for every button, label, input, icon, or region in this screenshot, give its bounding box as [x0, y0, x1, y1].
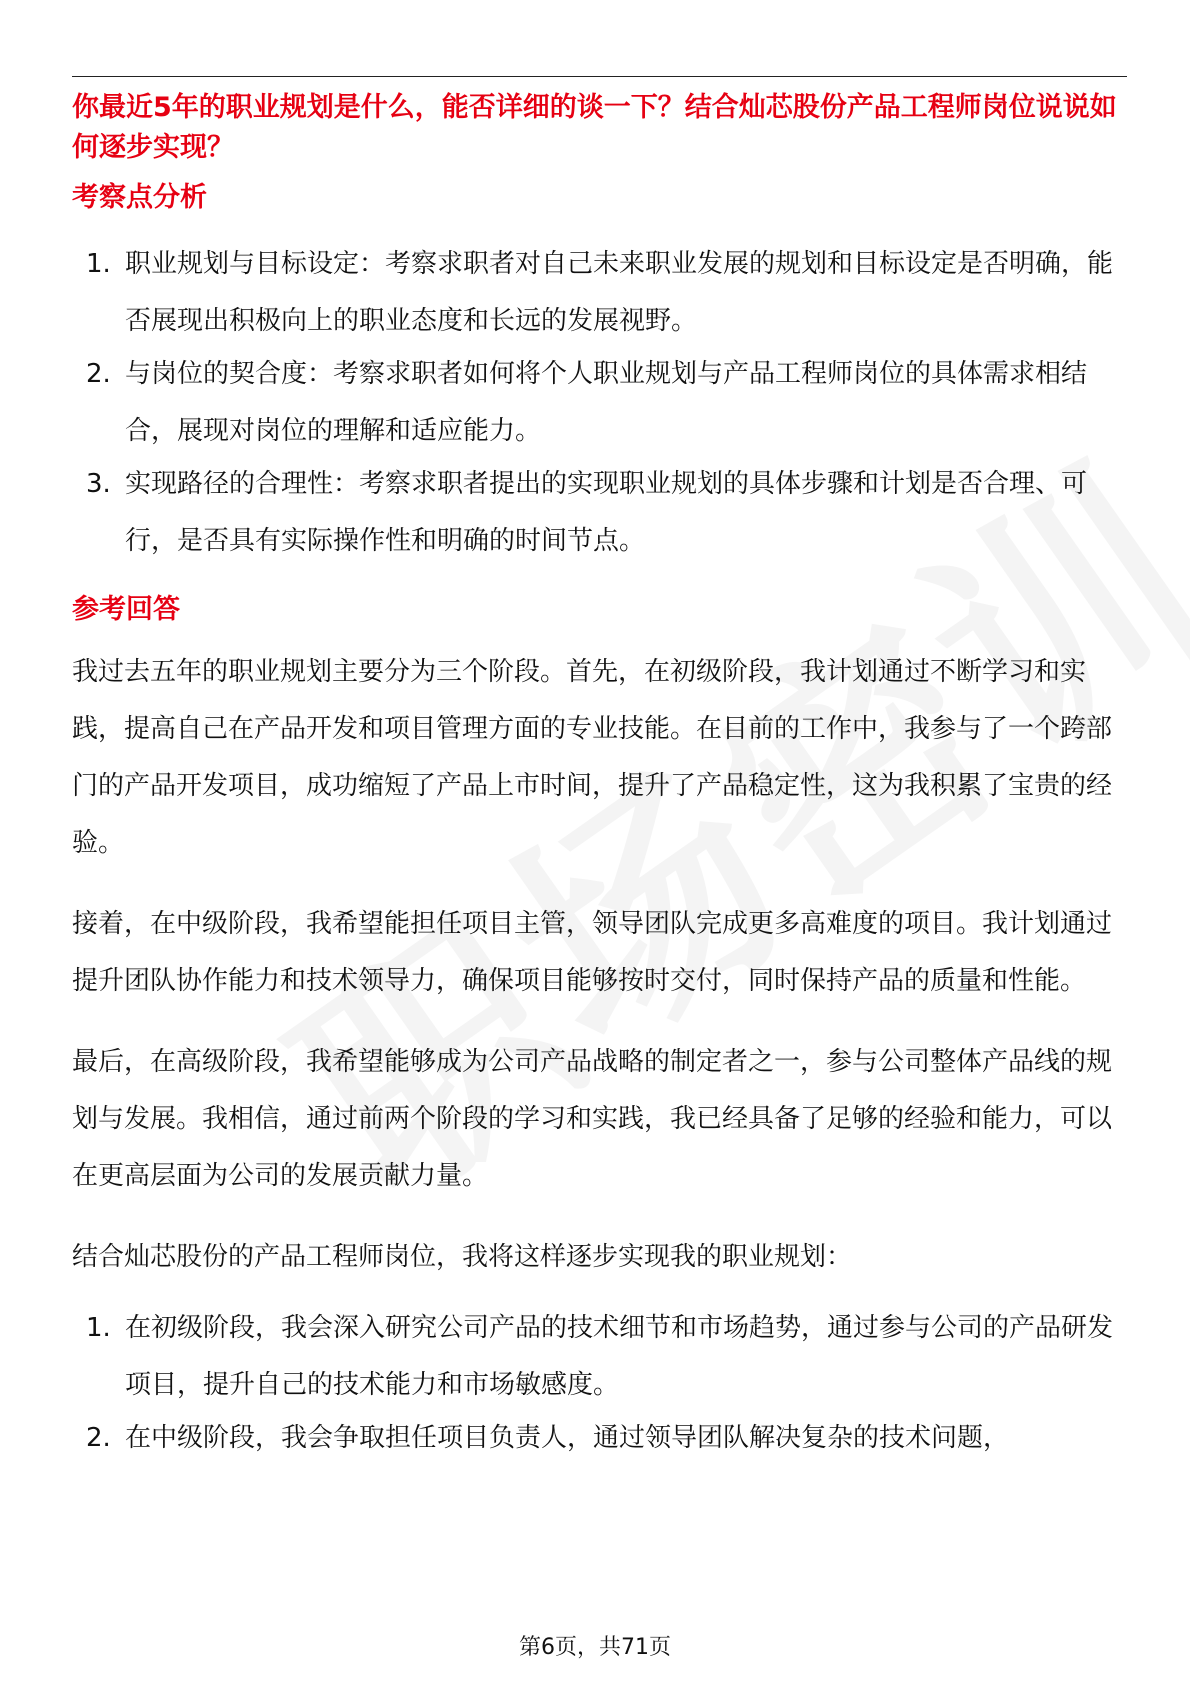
list-item: 1. 职业规划与目标设定：考察求职者对自己未来职业发展的规划和目标设定是否明确，能否展现出积极向上的职业态度和长远的发展视野。	[86, 249, 1114, 336]
page-content	[72, 88, 1124, 1467]
page-footer: 第6页，共71页	[519, 1635, 671, 1660]
answer-paragraph: 我过去五年的职业规划主要分为三个阶段。首先，在初级阶段，我计划通过不断学习和实践，提高自己在产品开发和项目管理方面的专业技能。在目前的工作中，我参与了一个跨部门的产品开发项目，成功缩短了产品上市时间，提升了产品稳定性，这为我积累了宝贵的经验。	[72, 657, 1113, 858]
question-heading: 你最近5年的职业规划是什么，能否详细的谈一下？结合灿芯股份产品工程师岗位说说如何逐步实现？	[72, 92, 1117, 163]
list-item: 2. 在中级阶段，我会争取担任项目负责人，通过领导团队解决复杂的技术问题，	[86, 1423, 1010, 1453]
answer-paragraph: 最后，在高级阶段，我希望能够成为公司产品战略的制定者之一，参与公司整体产品线的规划与发展。我相信，通过前两个阶段的学习和实践，我已经具备了足够的经验和能力，可以在更高层面为公司的发展贡献力量。	[72, 1047, 1113, 1191]
answer-title: 参考回答	[72, 594, 180, 625]
list-item: 2. 与岗位的契合度：考察求职者如何将个人职业规划与产品工程师岗位的具体需求相结合，展现对岗位的理解和适应能力。	[86, 359, 1088, 446]
top-rule	[72, 76, 1127, 77]
answer-paragraph: 结合灿芯股份的产品工程师岗位，我将这样逐步实现我的职业规划：	[72, 1242, 853, 1272]
steps-list	[72, 1300, 1124, 1467]
list-item: 3. 实现路径的合理性：考察求职者提出的实现职业规划的具体步骤和计划是否合理、可行，是否具有实际操作性和明确的时间节点。	[86, 469, 1088, 556]
analysis-list	[72, 236, 1124, 570]
analysis-title: 考察点分析	[72, 182, 207, 213]
list-item: 1. 在初级阶段，我会深入研究公司产品的技术细节和市场趋势，通过参与公司的产品研发项目，提升自己的技术能力和市场敏感度。	[86, 1313, 1114, 1400]
answer-paragraph: 接着，在中级阶段，我希望能担任项目主管，领导团队完成更多高难度的项目。我计划通过提升团队协作能力和技术领导力，确保项目能够按时交付，同时保持产品的质量和性能。	[72, 909, 1113, 996]
